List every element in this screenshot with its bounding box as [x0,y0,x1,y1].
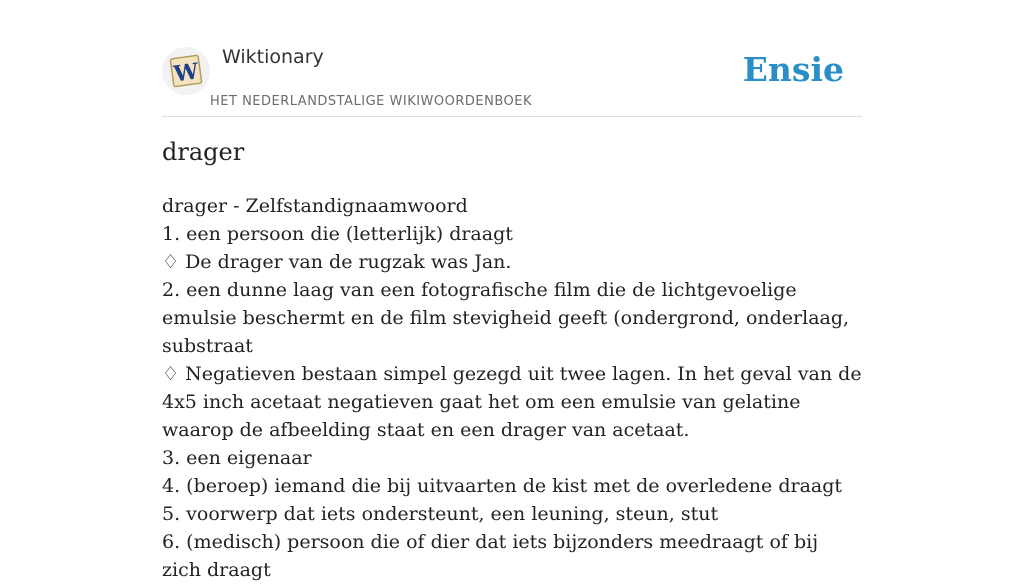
entry-line: ♢ Negatieven bestaan simpel gezegd uit twee lagen. In het geval van de 4x5 inch acetaat negatieven gaat het om een emulsie van gelatine waarop de afbeelding staat en een drager van acetaat. [162,363,862,441]
definition-content [162,192,862,584]
site-name[interactable]: Wiktionary [222,46,324,68]
page-title: drager [162,138,245,166]
entry-line: 3. een eigenaar [162,447,312,469]
entry-line: 2. een dunne laag van een fotografische film die de lichtgevoelige emulsie beschermt en de film stevigheid geeft (ondergrond, onderlaag, substraat [162,279,850,357]
logo-letter: W [172,58,201,88]
entry-line: 5. voorwerp dat iets ondersteunt, een leuning, steun, stut [162,503,719,525]
wiktionary-logo-icon[interactable] [162,47,210,95]
ensie-brand-link[interactable]: Ensie [742,50,844,89]
logo-tile-icon [168,53,204,89]
site-tagline: HET NEDERLANDSTALIGE WIKIWOORDENBOEK [210,94,533,109]
site-header [162,40,862,117]
entry-line: drager - Zelfstandignaamwoord [162,195,468,217]
entry-line: 4. (beroep) iemand die bij uitvaarten de kist met de overledene draagt [162,475,843,497]
entry-line: 1. een persoon die (letterlijk) draagt [162,223,513,245]
entry-line: 6. (medisch) persoon die of dier dat iets bijzonders meedraagt of bij zich draagt [162,531,819,581]
entry-line: ♢ De drager van de rugzak was Jan. [162,251,512,273]
